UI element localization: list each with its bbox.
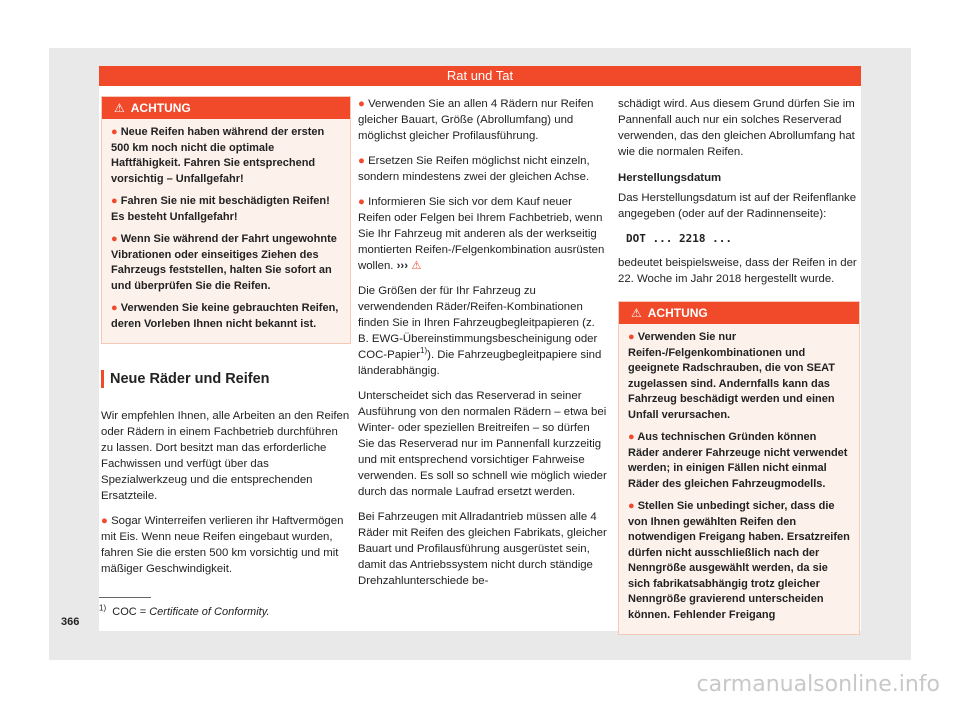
warning-triangle-icon: ⚠: [114, 101, 125, 115]
bullet-icon: ●: [628, 500, 635, 512]
bullet-icon: ●: [111, 233, 118, 245]
warning-box-2: [618, 301, 860, 635]
page-number: 366: [61, 616, 80, 628]
body-paragraph: schädigt wird. Aus diesem Grund dürfen Sie im Pannenfall auch nur ein solches Reserverad verwenden, das den gleichen Abrollumfang hat wie die normalen Reifen.: [618, 98, 855, 158]
warning-triangle-icon: ⚠: [411, 260, 422, 272]
warning-item: ● Wenn Sie während der Fahrt ungewohnte Vibrationen oder einseitiges Ziehen des Fahrzeugs feststellen, halten Sie sofort an und überprüfen Sie die Reifen.: [111, 233, 337, 292]
footnote-marker: 1): [420, 346, 428, 356]
bullet-icon: ●: [358, 98, 365, 110]
watermark: carmanualsonline.info: [696, 672, 940, 697]
body-paragraph: bedeutet beispielsweise, dass der Reifen in der 22. Woche im Jahr 2018 hergestellt wurde.: [618, 257, 857, 285]
section-header: Rat und Tat: [99, 66, 861, 86]
bullet-icon: ●: [628, 331, 635, 343]
footnote-divider: [99, 597, 151, 598]
warning-body: [619, 324, 859, 634]
warning-triangle-icon: ⚠: [631, 306, 642, 320]
warning-header: [619, 302, 859, 324]
warning-header: [102, 97, 350, 119]
column-2: [358, 96, 608, 598]
bullet-icon: ●: [111, 126, 118, 138]
bullet-icon: ●: [358, 196, 365, 208]
body-paragraph: Bei Fahrzeugen mit Allradantrieb müssen alle 4 Räder mit Reifen des gleichen Fabrikats, gleicher Bauart und Profilausführung ausgerüstet sein, damit das Antriebssystem nicht durch ständige Drehzahlunterschiede be-: [358, 511, 607, 587]
bullet-icon: ●: [358, 155, 365, 167]
section-heading: Neue Räder und Reifen: [101, 370, 351, 388]
column-1: [101, 96, 351, 586]
dot-code: DOT ... 2218 ...: [626, 232, 732, 245]
warning-item: ● Fahren Sie nie mit beschädigten Reifen! Es besteht Unfallgefahr!: [111, 195, 330, 223]
warning-body: [102, 119, 350, 343]
bullet-paragraph: ● Verwenden Sie an allen 4 Rädern nur Reifen gleicher Bauart, Größe (Abrollumfang) und möglichst gleicher Profilausführung.: [358, 98, 594, 142]
warning-title: ACHTUNG: [647, 306, 708, 320]
bullet-paragraph: ● Informieren Sie sich vor dem Kauf neuer Reifen oder Felgen bei Ihrem Fachbetrieb, wenn Sie Ihr Fahrzeug mit anderen als der werkseitig montierten Reifen-/Felgenkombination ausrüsten wollen. ››› ⚠: [358, 196, 605, 272]
warning-item: ● Neue Reifen haben während der ersten 500 km noch nicht die optimale Haftfähigkeit. Fahren Sie entsprechend vorsichtig – Unfallgefahr!: [111, 126, 325, 185]
footnote: $^{1)}$ COC = Certificate of Conformity.: [99, 603, 270, 618]
body-paragraph: Das Herstellungsdatum ist auf der Reifenflanke angegeben (oder auf der Radinnenseite):: [618, 192, 857, 220]
bullet-icon: ●: [101, 515, 108, 527]
continue-arrow[interactable]: ›››: [396, 260, 409, 272]
bullet-icon: ●: [111, 302, 118, 314]
warning-title: ACHTUNG: [130, 101, 191, 115]
column-3: [618, 96, 860, 635]
warning-item: ● Verwenden Sie keine gebrauchten Reifen, deren Vorleben Ihnen nicht bekannt ist.: [111, 302, 339, 330]
body-paragraph: Die Größen der für Ihr Fahrzeug zu verwendenden Räder/Reifen-Kombinationen finden Sie in Ihren Fahrzeugbegleitpapieren (z. B. EWG-Übereinstimmungsbescheinigung oder COC-Papier$^{1)}$). Die Fahrzeugbegleitpapiere sind länderabhängig.: [358, 285, 602, 377]
bullet-icon: ●: [628, 431, 635, 443]
subheading: Herstellungsdatum: [618, 172, 722, 184]
warning-item: ● Aus technischen Gründen können Räder anderer Fahrzeuge nicht verwendet werden; in einigen Fällen nicht einmal Räder des gleichen Fahrzeugmodells.: [628, 431, 848, 490]
bullet-paragraph: ● Ersetzen Sie Reifen möglichst nicht einzeln, sondern mindestens zwei der gleichen Achse.: [358, 155, 590, 183]
warning-item: ● Verwenden Sie nur Reifen-/Felgenkombinationen und geeignete Radschrauben, die von SEAT zugelassen sind. Andernfalls kann das Fahrzeug beschädigt werden und einen Unfall verursachen.: [628, 331, 836, 421]
bullet-icon: ●: [111, 195, 118, 207]
warning-box-1: [101, 96, 351, 344]
body-paragraph: Wir empfehlen Ihnen, alle Arbeiten an den Reifen oder Rädern in einem Fachbetrieb durchführen zu lassen. Dort besitzt man das erforderliche Fachwissen und verfügt über das Spezialwerkzeug und die entsprechenden Ersatzteile.: [101, 410, 350, 502]
body-paragraph: Unterscheidet sich das Reserverad in seiner Ausführung von den normalen Rädern – etwa bei Winter- oder speziellen Breitreifen – so dürfen Sie das Reserverad nur im Pannenfall kurzzeitig und mit entsprechend vorsichtiger Fahrweise verwenden. Es soll so schnell wie möglich wieder durch das normale Laufrad ersetzt werden.: [358, 390, 607, 498]
warning-item: ● Stellen Sie unbedingt sicher, dass die von Ihnen gewählten Reifen den notwendigen Freigang haben. Ersatzreifen dürfen nicht ausschließlich nach der Nenngröße ausgewählt werden, da sie sich fabrikatsabhängig trotz gleicher Nenngröße gravierend unterscheiden können. Fehlender Freigang: [628, 500, 850, 621]
bullet-paragraph: ● Sogar Winterreifen verlieren ihr Haftvermögen mit Eis. Wenn neue Reifen eingebaut wurden, fahren Sie die ersten 500 km vorsichtig und mit mäßiger Geschwindigkeit.: [101, 515, 344, 575]
